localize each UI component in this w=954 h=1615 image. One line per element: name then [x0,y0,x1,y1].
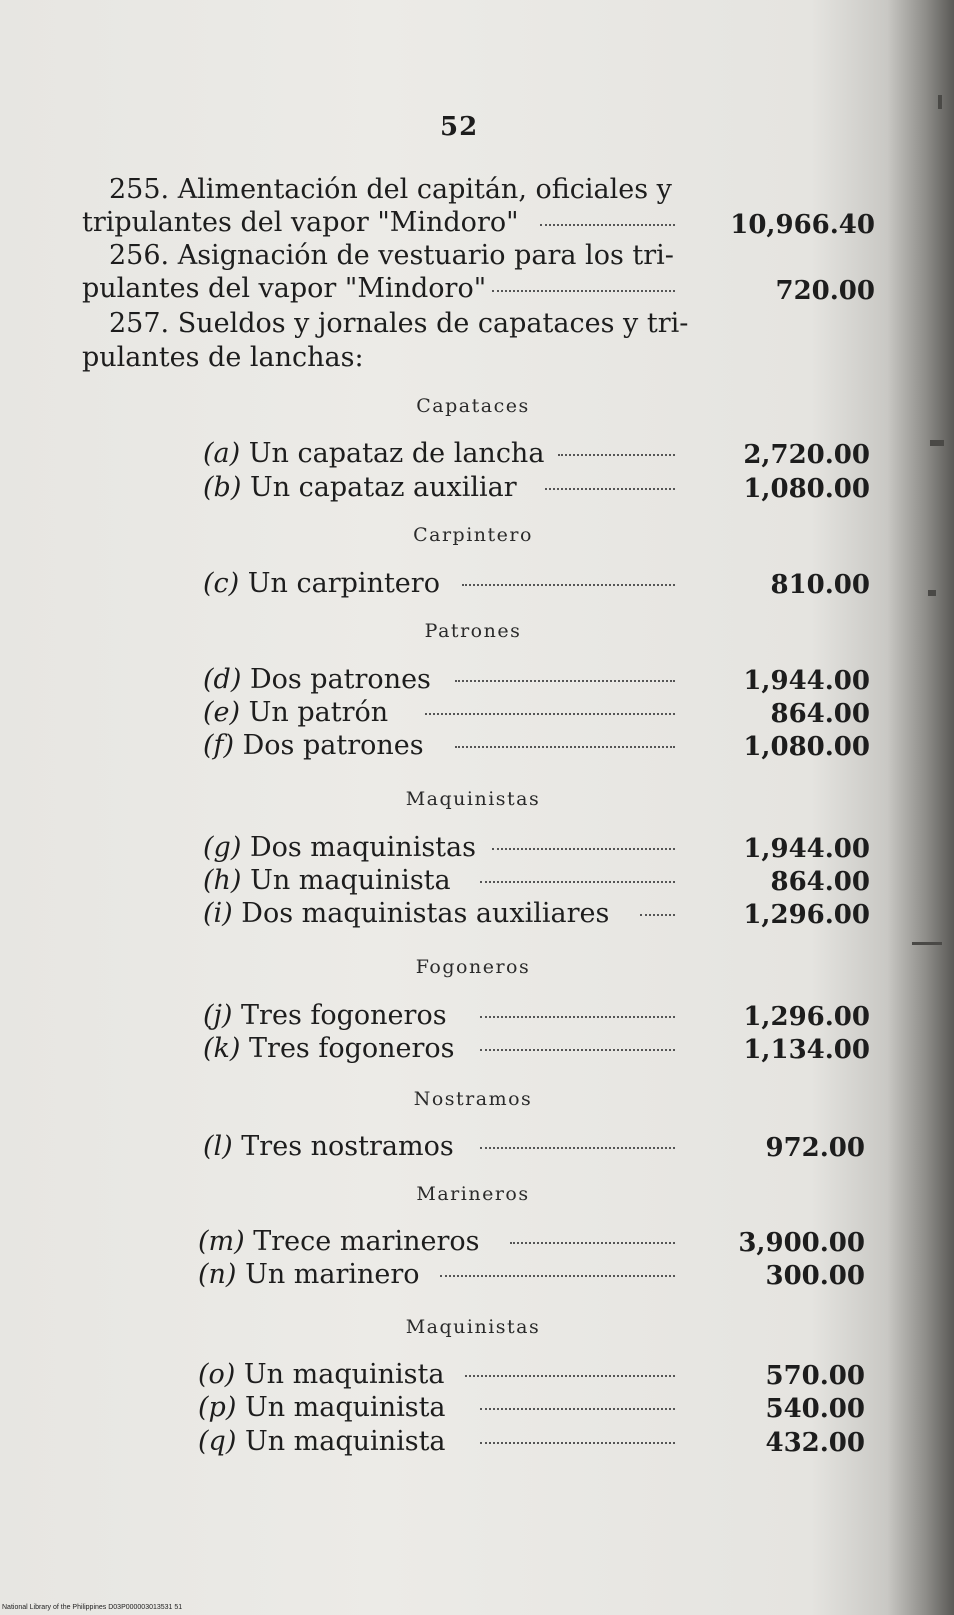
item-d [203,664,431,695]
item-o-amount: 570.00 [765,1361,865,1391]
leader-dots [480,1439,675,1444]
item-label: Dos maquinistas auxiliares [241,898,610,929]
section-heading: Maquinistas [405,1316,541,1338]
entry-256-line1: 256. Asignación de vestuario para los tri- [109,240,674,271]
item-label: Un capataz auxiliar [249,472,517,503]
item-e-amount: 864.00 [770,699,870,729]
section-heading: Fogoneros [415,956,531,978]
entry-257-line1: 257. Sueldos y jornales de capataces y tri- [109,308,689,339]
leader-dots [462,581,675,586]
item-b-amount: 1,080.00 [743,474,870,504]
item-h-amount: 864.00 [770,867,870,897]
leader-dots [480,1405,675,1410]
item-letter: (a) [203,438,241,469]
item-letter: (c) [203,568,240,599]
entry-255-line1: 255. Alimentación del capitán, oficiales y [109,174,672,205]
entry-257-line2: pulantes de lanchas: [82,342,364,373]
item-g [203,832,476,863]
item-letter: (q) [198,1426,237,1457]
item-label: Un maquinista [250,865,451,896]
item-c [203,568,440,599]
item-k [203,1033,455,1064]
item-j-amount: 1,296.00 [743,1002,870,1032]
item-j [203,1000,447,1031]
leader-dots [545,485,675,490]
item-label: Dos maquinistas [249,832,476,863]
item-b [203,472,517,503]
leader-dots [540,221,675,226]
item-p [198,1392,446,1423]
edge-mark [928,590,936,596]
item-q [198,1426,446,1457]
item-label: Un patrón [248,697,389,728]
section-heading: Carpintero [413,524,533,546]
item-c-amount: 810.00 [770,570,870,600]
leader-dots [492,287,675,292]
item-k-amount: 1,134.00 [743,1035,870,1065]
item-letter: (f) [203,730,235,761]
item-q-amount: 432.00 [765,1428,865,1458]
item-label: Un marinero [245,1259,420,1290]
leader-dots [640,911,675,916]
item-label: Trece marineros [253,1226,480,1257]
item-a-amount: 2,720.00 [743,440,870,470]
item-letter: (l) [203,1131,233,1162]
item-e [203,697,388,728]
item-label: Tres fogoneros [249,1033,455,1064]
leader-dots [455,743,675,748]
leader-dots [480,878,675,883]
item-letter: (b) [203,472,242,503]
item-label: Un maquinista [244,1426,446,1457]
page-number: 52 [440,112,479,142]
leader-dots [480,1013,675,1018]
item-l [203,1131,454,1162]
item-a [203,438,544,469]
item-letter: (d) [203,664,242,695]
item-letter: (n) [198,1259,237,1290]
item-g-amount: 1,944.00 [743,834,870,864]
item-letter: (e) [203,697,241,728]
edge-mark [912,942,942,945]
entry-256-line2: pulantes del vapor "Mindoro" [82,273,487,304]
edge-mark [930,440,944,446]
item-l-amount: 972.00 [765,1133,865,1163]
item-d-amount: 1,944.00 [743,666,870,696]
entry-255-line2: tripulantes del vapor "Mindoro" [82,207,519,238]
item-letter: (p) [198,1392,237,1423]
item-label: Tres nostramos [241,1131,454,1162]
leader-dots [480,1046,675,1051]
leader-dots [440,1272,675,1277]
section-heading: Marineros [416,1183,530,1205]
item-n [198,1259,420,1290]
item-label: Un maquinista [244,1392,446,1423]
item-i [203,898,609,929]
item-letter: (h) [203,865,242,896]
item-f-amount: 1,080.00 [743,732,870,762]
item-letter: (o) [198,1359,236,1390]
item-letter: (g) [203,832,242,863]
item-label: Un capataz de lancha [248,438,545,469]
scan-footer: National Library of the Philippines D03P000003013531 51 [2,1604,183,1611]
leader-dots [465,1372,675,1377]
leader-dots [425,710,675,715]
entry-256-amount: 720.00 [775,276,875,306]
edge-mark [938,95,942,109]
item-m [198,1226,479,1257]
item-letter: (m) [198,1226,245,1257]
leader-dots [455,677,675,682]
section-heading: Patrones [424,620,522,642]
item-label: Un maquinista [243,1359,445,1390]
item-h [203,865,451,896]
item-letter: (k) [203,1033,241,1064]
item-label: Tres fogoneros [241,1000,447,1031]
item-o [198,1359,444,1390]
item-letter: (i) [203,898,233,929]
item-n-amount: 300.00 [765,1261,865,1291]
entry-255-amount: 10,966.40 [730,210,875,240]
item-label: Un carpintero [247,568,440,599]
item-m-amount: 3,900.00 [738,1228,865,1258]
item-label: Dos patrones [242,730,424,761]
item-i-amount: 1,296.00 [743,900,870,930]
leader-dots [480,1144,675,1149]
section-heading: Maquinistas [405,788,541,810]
item-p-amount: 540.00 [765,1394,865,1424]
item-letter: (j) [203,1000,233,1031]
section-heading: Capataces [416,395,530,417]
leader-dots [492,845,675,850]
item-label: Dos patrones [249,664,431,695]
item-f [203,730,424,761]
leader-dots [558,451,675,456]
leader-dots [510,1239,675,1244]
section-heading: Nostramos [413,1088,533,1110]
